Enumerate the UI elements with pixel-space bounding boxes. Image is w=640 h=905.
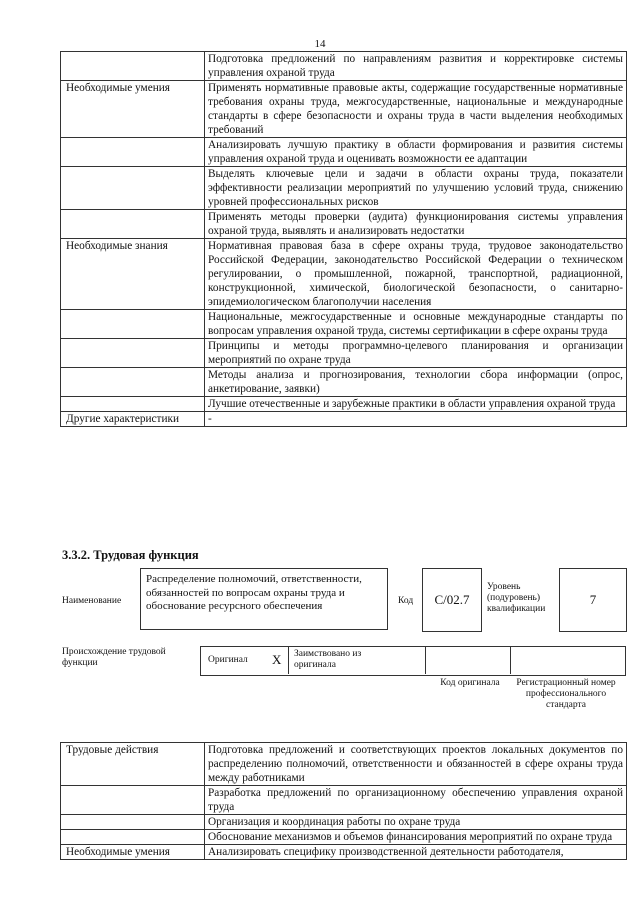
row-label [61,138,205,167]
table-row [61,397,627,412]
row-label: Необходимые знания [61,239,205,310]
row-text: Анализировать специфику производственной деятельности работодателя, [205,845,627,860]
table-row [61,368,627,397]
row-label [61,786,205,815]
row-label [61,210,205,239]
divider-1 [288,646,289,674]
row-label [61,815,205,830]
function-name-box [140,568,388,630]
table-row [61,167,627,210]
row-label: Другие характеристики [61,412,205,427]
divider-2 [425,646,426,674]
requirements-table-top [60,51,627,427]
row-label: Необходимые умения [61,81,205,138]
page-number: 14 [314,38,326,50]
row-text: Принципы и методы программно-целевого планирования и организации мероприятий по охране труда [205,339,627,368]
row-text: Применять нормативные правовые акты, содержащие государственные нормативные требования охраны труда, межгосударственные, национальные и международные стандарты в сфере безопасности и охраны труда в части выделения необходимых требований [205,81,627,138]
row-text: Национальные, межгосударственные и основные международные стандарты по вопросам управления охраной труда, системы сертификации в сфере охраны труда [205,310,627,339]
row-text: Подготовка предложений по направлениям развития и корректировке системы управления охраной труда [205,52,627,81]
level-value: 7 [589,592,597,607]
row-label [61,397,205,412]
row-label [61,167,205,210]
section-heading: 3.3.2. Трудовая функция [62,548,199,562]
code-box [422,568,482,632]
row-label: Трудовые действия [61,743,205,786]
row-label [61,830,205,845]
row-text: Применять методы проверки (аудита) функционирования системы управления охраной труда, выявлять и анализировать недостатки [205,210,627,239]
row-text: Подготовка предложений и соответствующих проектов локальных документов по распределению полномочий, ответственности и обязанностей в сфере охраны труда между работниками [205,743,627,786]
code-value: C/02.7 [434,592,470,607]
table-row [61,81,627,138]
code-original-label: Код оригинала [440,678,500,688]
row-label: Необходимые умения [61,845,205,860]
table-row [61,743,627,786]
row-text: Методы анализа и прогнозирования, технологии сбора информации (опрос, анкетирование, заявки) [205,368,627,397]
row-label [61,339,205,368]
row-label [61,368,205,397]
original-mark: X [272,652,282,667]
row-text: Организация и координация работы по охране труда [205,815,627,830]
borrowed-label: Заимствовано из оригинала [294,649,362,670]
level-label: Уровень (подуровень) квалификации [487,582,546,614]
row-text: Нормативная правовая база в сфере охраны труда, трудовое законодательство Российской Федерации, законодательство Российской Федерации о техническом регулировании, о промышленной, пожарной, транспортной, радиационной, конструкционной, химической, биологической безопасности, о санитарно-эпидемиологическом благополучии населения [205,239,627,310]
requirements-table-bottom [60,742,627,860]
level-box [559,568,627,632]
row-text: Анализировать лучшую практику в области формирования и развития системы управления охраной труда и оценивать возможности ее адаптации [205,138,627,167]
table-row [61,52,627,81]
row-text: Лучшие отечественные и зарубежные практики в области управления охраной труда [205,397,627,412]
table-row [61,339,627,368]
table-row [61,830,627,845]
table-row [61,845,627,860]
origin-row [200,646,626,676]
table-row [61,412,627,427]
code-label: Код [398,596,414,606]
row-text: - [205,412,627,427]
row-label [61,52,205,81]
table-row [61,210,627,239]
divider-3 [510,646,511,674]
original-label: Оригинал [208,655,248,665]
table-row [61,310,627,339]
origin-label: Происхождение трудовой функции [62,647,166,668]
table-row [61,786,627,815]
row-text: Выделять ключевые цели и задачи в области охраны труда, показатели эффективности реализации мероприятий по улучшению условий труда, снижению уровней профессиональных рисков [205,167,627,210]
function-name: Распределение полномочий, ответственности, обязанностей по вопросам охраны труда и обоснование ресурсного обеспечения [146,573,362,612]
row-text: Разработка предложений по организационному обеспечению управления охраной труда [205,786,627,815]
table-row [61,815,627,830]
table-row [61,138,627,167]
row-text: Обоснование механизмов и объемов финансирования мероприятий по охране труда [205,830,627,845]
table-row [61,239,627,310]
name-label: Наименование [62,596,122,606]
row-label [61,310,205,339]
reg-number-label: Регистрационный номер профессионального стандарта [516,678,616,710]
